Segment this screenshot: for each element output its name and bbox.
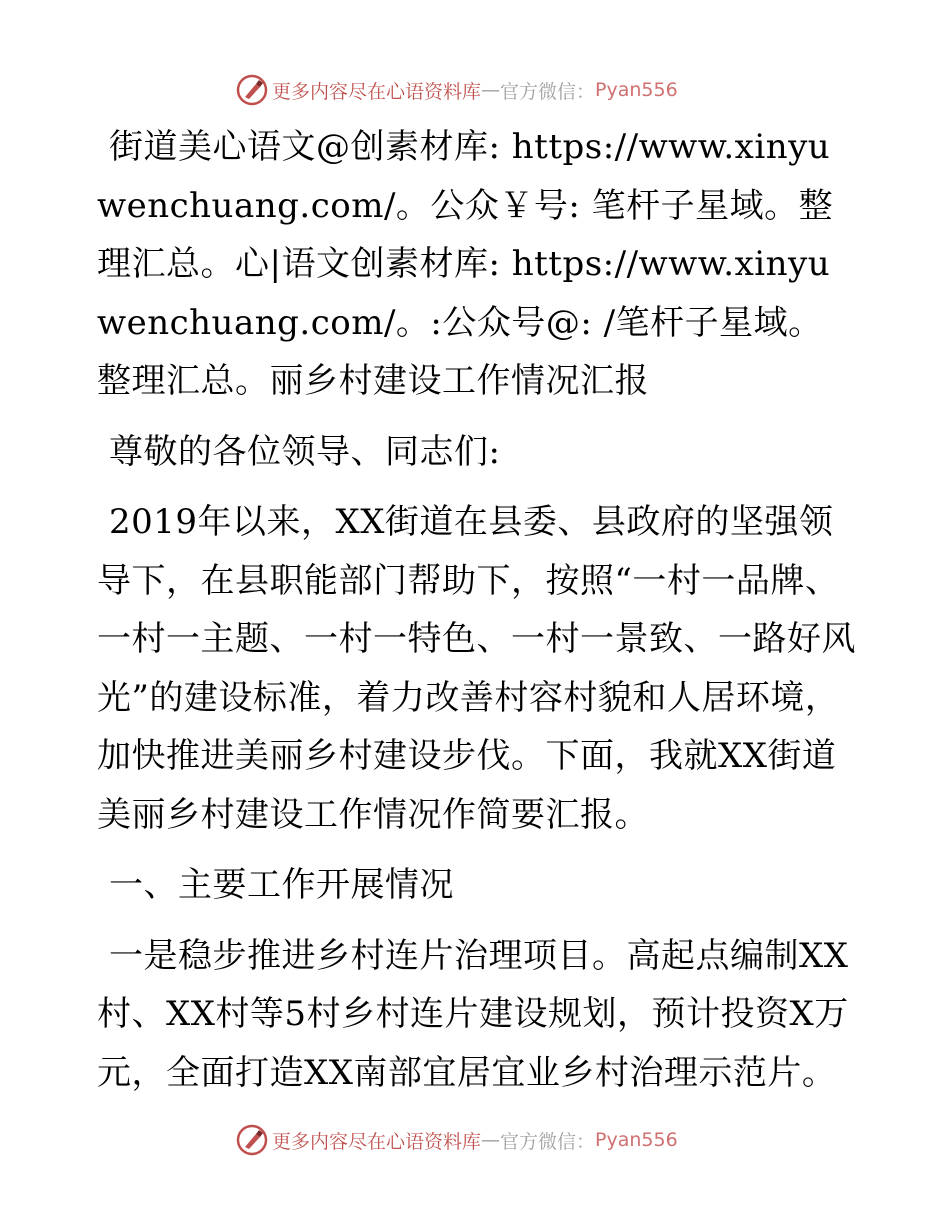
watermark-text: 更多内容尽在心语资料库	[272, 80, 482, 103]
watermark-dash: —	[481, 79, 501, 101]
watermark-label: 官方微信：	[500, 80, 596, 103]
watermark-dash: —	[481, 1129, 501, 1151]
pen-logo-icon	[236, 1124, 268, 1156]
watermark-label: 官方微信：	[500, 1130, 596, 1153]
section-heading: 一、主要工作开展情况	[109, 865, 454, 905]
watermark-id: Pyan556	[595, 1129, 678, 1151]
footer-watermark	[236, 1122, 678, 1158]
paragraph-salutation: 尊敬的各位领导、同志们:	[109, 431, 501, 472]
header-watermark	[236, 72, 678, 108]
paragraph-intro: 街道美心语文@创素材库: https://www.xinyuwenchuang.com/。公众￥号: 笔杆子星域。整理汇总。心|语文创素材库: https://www.xinyuwenchuang.com/。:公众号@: /笔杆子星域。整理汇总。丽乡村建设工作情况汇报	[97, 127, 834, 401]
watermark-text: 更多内容尽在心语资料库	[272, 1130, 482, 1153]
document-body	[97, 118, 857, 1102]
pen-logo-icon	[236, 74, 268, 106]
paragraph-item-one: 一是稳步推进乡村连片治理项目。高起点编制XX村、XX村等5村乡村连片建设规划，预计投资X万元，全面打造XX南部宜居宜业乡村治理示范片。	[97, 935, 849, 1093]
paragraph-overview: 2019年以来，XX街道在县委、县政府的坚强领导下，在县职能部门帮助下，按照“一村一品牌、一村一主题、一村一特色、一村一景致、一路好风光”的建设标准，着力改善村容村貌和人居环境，加快推进美丽乡村建设步伐。下面，我就XX街道美丽乡村建设工作情况作简要汇报。	[97, 502, 856, 835]
watermark-id: Pyan556	[595, 79, 678, 101]
